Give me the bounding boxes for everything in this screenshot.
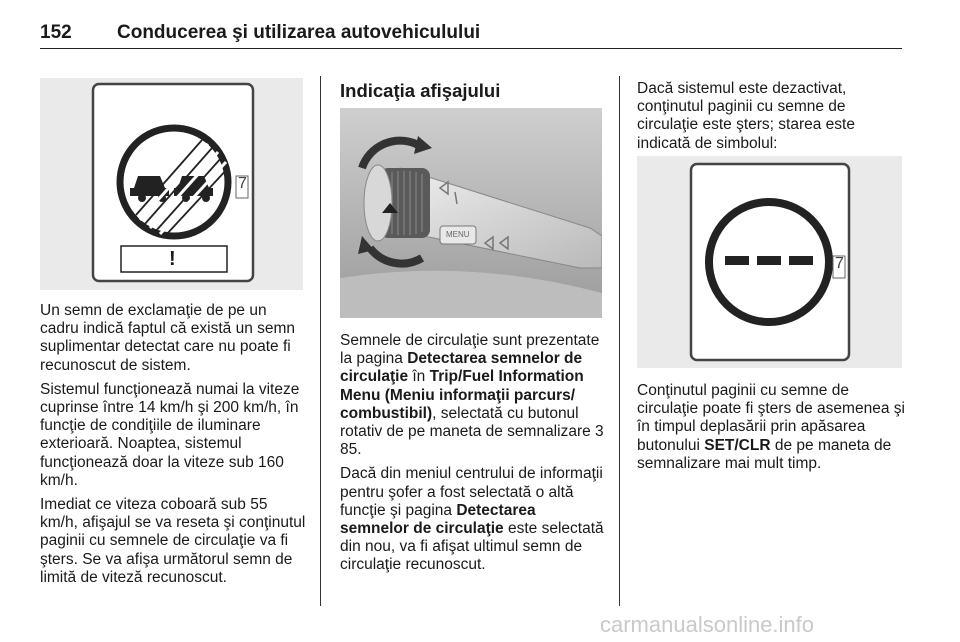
column-divider-1 xyxy=(320,76,321,606)
bold-text: Trip/Fuel Information Menu (Meniu informaţii parcurs/ combustibil) xyxy=(340,368,584,422)
page-header xyxy=(40,14,902,49)
column-3-text-bottom xyxy=(637,382,905,479)
text: Dacă din meniul centrului de informaţii pentru şofer a fost selectată o altă funcţie şi pagina xyxy=(340,465,603,519)
sign-number-label: 7 xyxy=(835,255,844,272)
section-heading: Indicaţia afişajului xyxy=(340,80,501,101)
paragraph: Un semn de exclamaţie de pe un cadru indică faptul că există un semn suplimentar detectat care nu poate fi recunoscut de sistem. xyxy=(40,302,296,374)
paragraph: Dacă sistemul este dezactivat, conţinutul paginii cu semne de circulaţie este şters; starea este indicată de simbolul: xyxy=(637,80,855,152)
column-divider-2 xyxy=(619,76,620,606)
column-2-text xyxy=(340,332,606,581)
figure-deactivated-symbol xyxy=(637,156,902,368)
deactivated-symbol-illustration xyxy=(637,156,902,368)
lever-illustration xyxy=(340,108,602,318)
bold-text: Detectarea semnelor de circulaţie xyxy=(340,501,536,538)
page-reference[interactable]: 3 85. xyxy=(340,423,604,459)
text: Conţinutul paginii cu semne de circulaţie poate fi şters de asemenea şi în timpul deplasării prin apăsarea butonului xyxy=(637,382,905,454)
column-1-text xyxy=(40,302,306,593)
text: de pe maneta de semnalizare mai mult timp. xyxy=(637,436,892,472)
column-3-text-top xyxy=(637,80,903,159)
text: este selectată din nou, va fi afişat ultimul semn de circulaţie recunoscut. xyxy=(340,520,604,574)
paragraph: Sistemul funcţionează numai la viteze cuprinse între 14 km/h şi 200 km/h, în funcţie de condiţiile de iluminare exterioară. Noaptea, sistemul funcţionează doar la viteze sub 160 km/h. xyxy=(40,380,300,489)
bold-text: Detectarea semnelor de circulaţie xyxy=(340,350,583,386)
sign-number-label: 7 xyxy=(238,175,247,192)
bold-text: SET/CLR xyxy=(704,436,771,454)
paragraph xyxy=(340,332,606,459)
text: , selectată cu butonul rotativ de pe maneta de semnalizare xyxy=(340,404,596,441)
watermark: carmanualsonline.info xyxy=(600,612,815,637)
figure-signal-lever xyxy=(340,108,602,318)
text: în xyxy=(408,368,430,386)
text: Semnele de circulaţie sunt prezentate la pagina xyxy=(340,332,600,368)
paragraph: Imediat ce viteza coboară sub 55 km/h, afişajul se va reseta şi conţinutul paginii cu semnele de circulaţie va fi şters. Se va afişa următorul semn de limită de viteză recunoscut. xyxy=(40,496,306,586)
paragraph xyxy=(637,382,905,473)
figure-no-overtaking-end xyxy=(40,78,303,290)
paragraph xyxy=(340,465,606,574)
page-title: Conducerea şi utilizarea autovehiculului xyxy=(117,22,481,43)
menu-button-label: MENU xyxy=(446,230,470,239)
exclamation-mark: ! xyxy=(169,248,176,270)
page-number: 152 xyxy=(40,22,72,43)
